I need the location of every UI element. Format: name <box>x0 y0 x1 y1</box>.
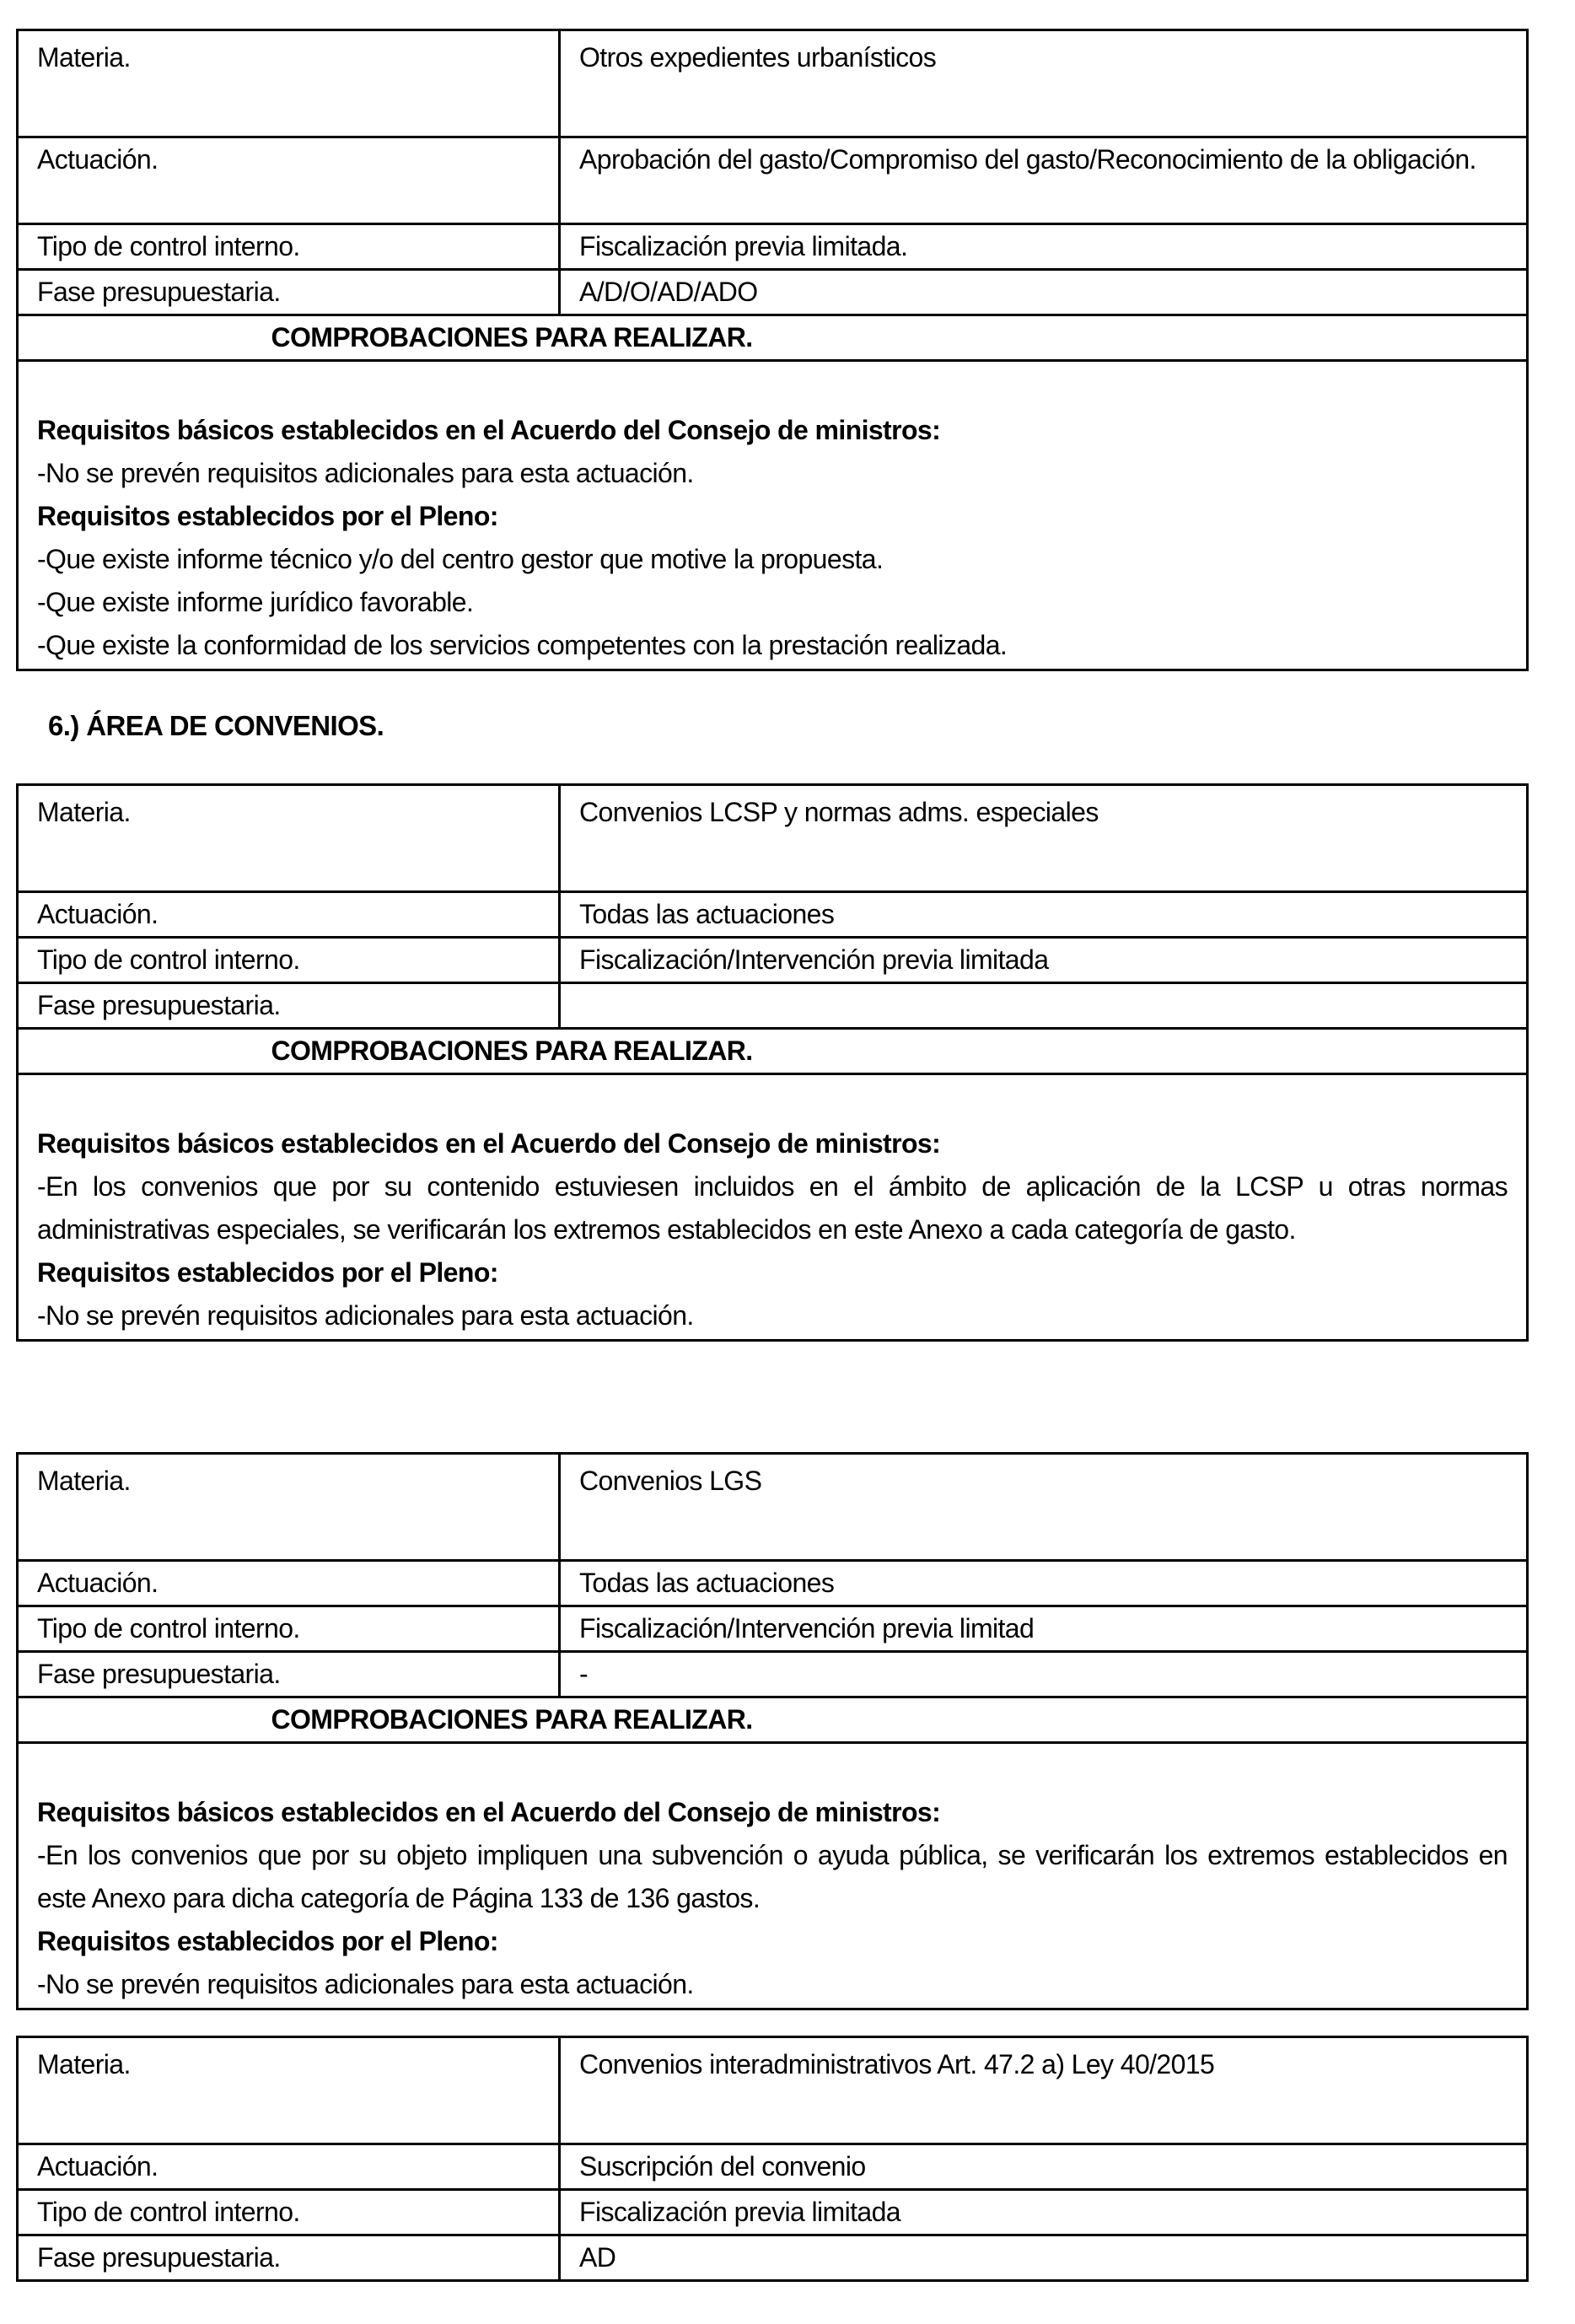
tipo-control-value: Fiscalización/Intervención previa limitad <box>560 1606 1528 1652</box>
requisitos-cell <box>18 361 1528 670</box>
req-pleno-item: -No se prevén requisitos adicionales para esta actuación. <box>37 1969 694 1999</box>
fase-label: Fase presupuestaria. <box>18 983 560 1029</box>
row-actuacion <box>18 2144 1528 2190</box>
materia-value: Convenios interadministrativos Art. 47.2 a) Ley 40/2015 <box>560 2037 1528 2144</box>
req-consejo-item: -No se prevén requisitos adicionales para esta actuación. <box>37 458 694 488</box>
req-consejo-item: -En los convenios que por su objeto impliquen una subvención o ayuda pública, se verificarán los extremos establecidos en este Anexo para dicha categoría de Página 133 de 136 gastos. <box>37 1840 1508 1913</box>
requisitos-cell <box>18 1743 1528 2009</box>
row-comprobaciones-title <box>18 1029 1528 1074</box>
req-pleno-item: -Que existe informe jurídico favorable. <box>37 587 474 617</box>
row-fase <box>18 1652 1528 1697</box>
tipo-control-label: Tipo de control interno. <box>18 2190 560 2235</box>
requisitos-cell <box>18 1074 1528 1341</box>
tipo-control-label: Tipo de control interno. <box>18 1606 560 1652</box>
row-tipo-control <box>18 224 1528 270</box>
row-requisitos <box>18 1743 1528 2009</box>
row-materia <box>18 30 1528 137</box>
fase-label: Fase presupuestaria. <box>18 1652 560 1697</box>
fase-value <box>560 983 1528 1029</box>
row-comprobaciones-title <box>18 1697 1528 1743</box>
req-pleno-item: -No se prevén requisitos adicionales para esta actuación. <box>37 1300 694 1331</box>
tipo-control-value: Fiscalización previa limitada <box>560 2190 1528 2235</box>
materia-label: Materia. <box>18 1454 560 1561</box>
req-pleno-heading: Requisitos establecidos por el Pleno: <box>37 1257 498 1288</box>
req-consejo-heading: Requisitos básicos establecidos en el Acuerdo del Consejo de ministros: <box>37 415 941 445</box>
fase-value: AD <box>560 2235 1528 2281</box>
fase-label: Fase presupuestaria. <box>18 270 560 315</box>
tipo-control-label: Tipo de control interno. <box>18 224 560 270</box>
row-actuacion <box>18 137 1528 224</box>
tipo-control-label: Tipo de control interno. <box>18 938 560 983</box>
row-tipo-control <box>18 938 1528 983</box>
req-consejo-heading: Requisitos básicos establecidos en el Acuerdo del Consejo de ministros: <box>37 1128 941 1159</box>
materia-value: Otros expedientes urbanísticos <box>560 30 1528 137</box>
tipo-control-value: Fiscalización/Intervención previa limitada <box>560 938 1528 983</box>
row-actuacion <box>18 1561 1528 1606</box>
row-materia <box>18 1454 1528 1561</box>
comprobaciones-title: COMPROBACIONES PARA REALIZAR. <box>18 1697 1528 1743</box>
actuacion-value: Todas las actuaciones <box>560 1561 1528 1606</box>
tipo-control-value: Fiscalización previa limitada. <box>560 224 1528 270</box>
req-consejo-heading: Requisitos básicos establecidos en el Acuerdo del Consejo de ministros: <box>37 1797 941 1827</box>
actuacion-label: Actuación. <box>18 1561 560 1606</box>
comprobaciones-title: COMPROBACIONES PARA REALIZAR. <box>18 315 1528 361</box>
row-requisitos <box>18 1074 1528 1341</box>
materia-value: Convenios LGS <box>560 1454 1528 1561</box>
req-consejo-item: -En los convenios que por su contenido estuviesen incluidos en el ámbito de aplicación de la LCSP u otras normas administrativas especiales, se verificarán los extremos establecidos en este Anexo a cada categoría de gasto. <box>37 1171 1508 1245</box>
req-pleno-item: -Que existe la conformidad de los servicios competentes con la prestación realizada. <box>37 630 1008 660</box>
req-pleno-heading: Requisitos establecidos por el Pleno: <box>37 1926 498 1956</box>
row-fase <box>18 983 1528 1029</box>
control-table-convenios-interadministrativos <box>16 2036 1529 2282</box>
fase-label: Fase presupuestaria. <box>18 2235 560 2281</box>
materia-label: Materia. <box>18 30 560 137</box>
row-materia <box>18 785 1528 892</box>
control-table-convenios-lgs <box>16 1452 1529 2010</box>
actuacion-value: Suscripción del convenio <box>560 2144 1528 2190</box>
fase-value: - <box>560 1652 1528 1697</box>
actuacion-label: Actuación. <box>18 137 560 224</box>
section-heading: 6.) ÁREA DE CONVENIOS. <box>48 710 384 741</box>
comprobaciones-title: COMPROBACIONES PARA REALIZAR. <box>18 1029 1528 1074</box>
fase-value: A/D/O/AD/ADO <box>560 270 1528 315</box>
actuacion-value: Aprobación del gasto/Compromiso del gasto/Reconocimiento de la obligación. <box>560 137 1528 224</box>
materia-value: Convenios LCSP y normas adms. especiales <box>560 785 1528 892</box>
row-tipo-control <box>18 1606 1528 1652</box>
req-pleno-heading: Requisitos establecidos por el Pleno: <box>37 501 498 531</box>
row-materia <box>18 2037 1528 2144</box>
actuacion-value: Todas las actuaciones <box>560 892 1528 938</box>
row-fase <box>18 2235 1528 2281</box>
control-table-convenios-lcsp <box>16 783 1529 1342</box>
row-fase <box>18 270 1528 315</box>
actuacion-label: Actuación. <box>18 892 560 938</box>
row-tipo-control <box>18 2190 1528 2235</box>
row-actuacion <box>18 892 1528 938</box>
materia-label: Materia. <box>18 785 560 892</box>
row-requisitos <box>18 361 1528 670</box>
req-pleno-item: -Que existe informe técnico y/o del centro gestor que motive la propuesta. <box>37 544 884 574</box>
control-table-otros-expedientes <box>16 29 1529 671</box>
materia-label: Materia. <box>18 2037 560 2144</box>
actuacion-label: Actuación. <box>18 2144 560 2190</box>
row-comprobaciones-title <box>18 315 1528 361</box>
